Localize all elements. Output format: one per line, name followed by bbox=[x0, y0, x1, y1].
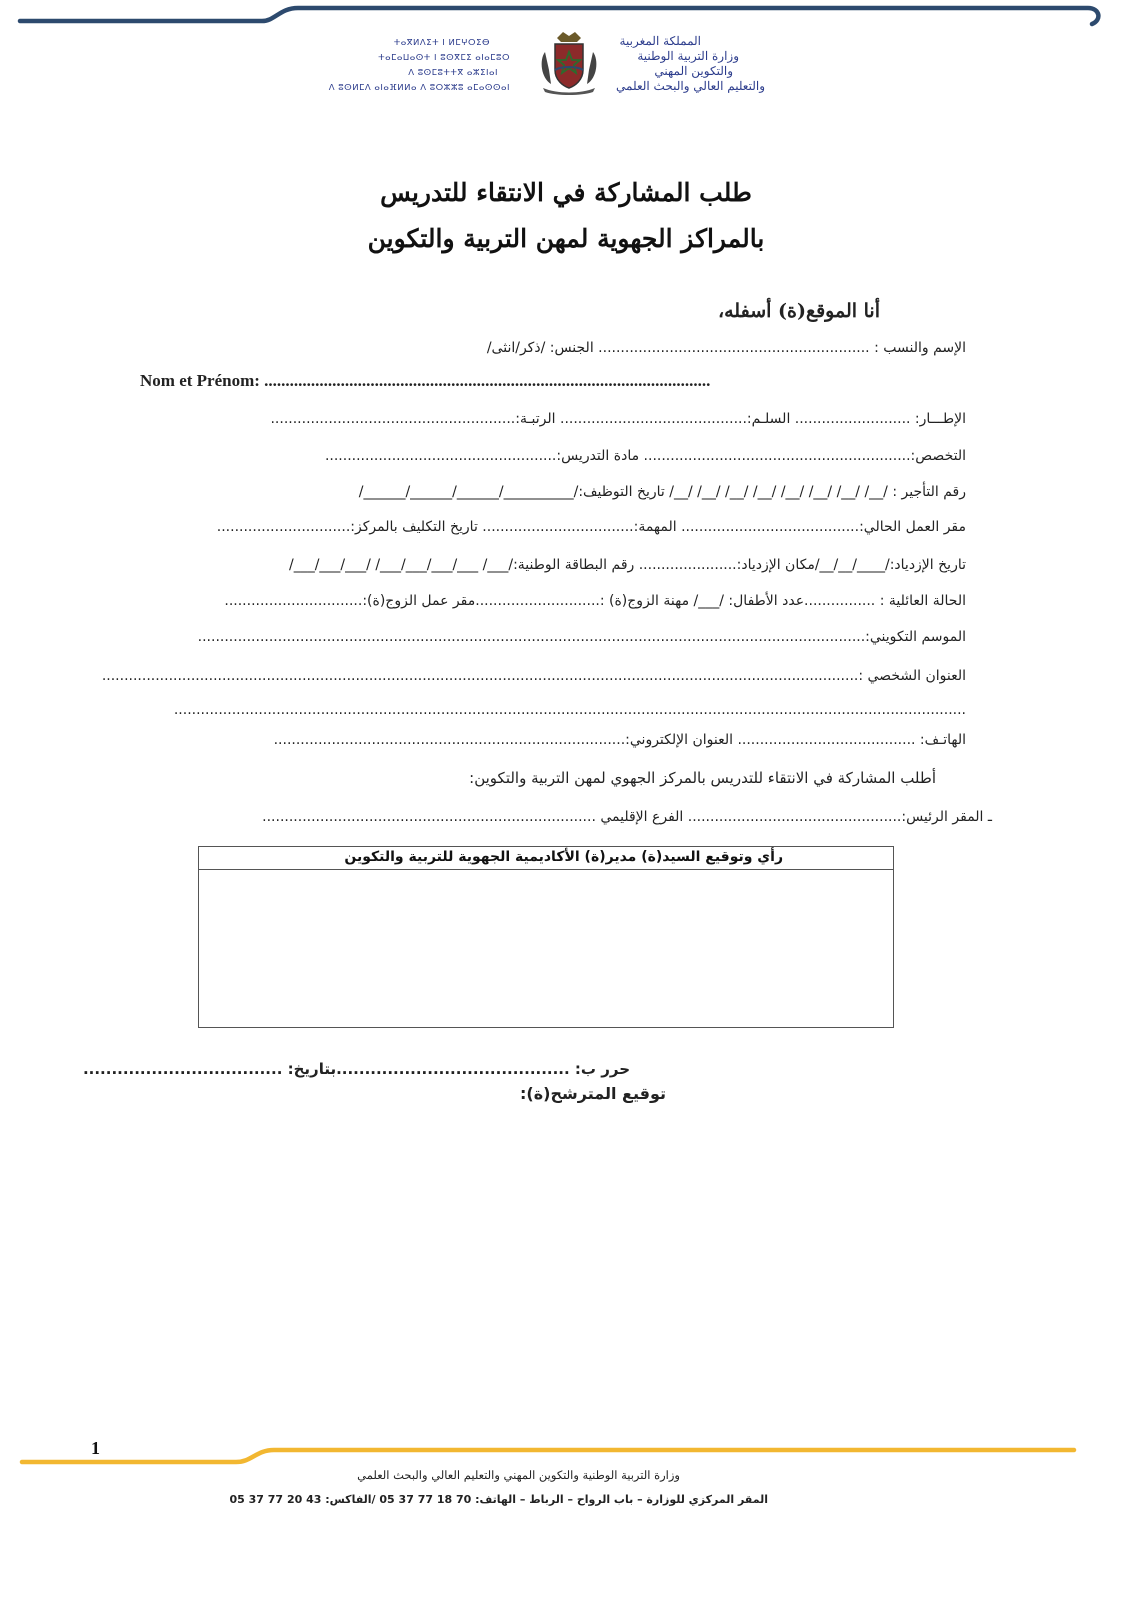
form-title-line-1: طلب المشاركة في الانتقاء للتدريس bbox=[380, 178, 752, 207]
nom-prenom-field[interactable]: Nom et Prénom: ......................................................................................................... bbox=[140, 371, 711, 390]
director-opinion-box-title: رأي وتوقيع السيد(ة) مدير(ة) الأكاديمية الجهوية للتربية والتكوين bbox=[344, 849, 783, 865]
header-tifinagh-block bbox=[300, 36, 510, 96]
phone-email-field[interactable]: الهاتـف: ........................................ العنوان الإلكتروني:............................................................................... bbox=[273, 732, 966, 748]
training-season-field[interactable]: الموسم التكويني:...................................................................................................................................................... bbox=[197, 629, 966, 645]
ministry-line: المملكة المغربية bbox=[619, 34, 701, 48]
header-swoosh-line bbox=[0, 0, 1132, 30]
director-opinion-box-header bbox=[199, 847, 893, 870]
personal-address-field-line-2[interactable]: .................................................................................................................................................................................. bbox=[173, 702, 966, 718]
director-opinion-box[interactable] bbox=[198, 846, 894, 1028]
full-name-gender-field[interactable]: الإسم والنسب : ............................................................. الجنس: /ذكر/انثى/ bbox=[486, 340, 966, 356]
center-branch-field[interactable]: ـ المقر الرئيس:................................................ الفرع الإقليمي ........................................................................... bbox=[262, 809, 992, 825]
form-title-line-2: بالمراكز الجهوية لمهن التربية والتكوين bbox=[367, 224, 765, 253]
page-number: 1 bbox=[91, 1438, 100, 1458]
cadre-echelle-grade-field[interactable]: الإطـــار: .......................... السلـم:.......................................... الرتبـة:....................................................... bbox=[270, 411, 966, 427]
personal-address-field[interactable]: العنوان الشخصي :.......................................................................................................................................................................... bbox=[101, 668, 966, 684]
header-arabic-block bbox=[585, 34, 765, 94]
tifinagh-line: ⴷ ⵓⵙⵎⵓⵜⵜⴳ ⴰⵣⵉⵏⴰⵏ bbox=[408, 68, 498, 78]
written-at-date-field[interactable]: حرر ب: .........................................بتاريخ: ................................... bbox=[82, 1060, 630, 1078]
tifinagh-line: ⵜⴰⵎⴰⵡⴰⵙⵜ ⵏ ⵓⵙⴳⵎⵉ ⴰⵏⴰⵎⵓⵔ bbox=[378, 53, 510, 63]
tifinagh-line: ⴷ ⵓⵙⵍⵎⴷ ⴰⵏⴰⴼⵍⵍⴰ ⴷ ⵓⵔⵣⵣⵓ ⴰⵎⴰⵙⵙⴰⵏ bbox=[328, 83, 510, 93]
ministry-line: والتعليم العالي والبحث العلمي bbox=[616, 79, 765, 93]
candidate-signature-label: توقيع المترشح(ة): bbox=[520, 1084, 666, 1103]
footer-ministry-name: وزارة التربية الوطنية والتكوين المهني والتعليم العالي والبحث العلمي bbox=[357, 1468, 680, 1482]
ministry-line: والتكوين المهني bbox=[654, 64, 733, 78]
birth-idcard-field[interactable]: تاريخ الإزدياد:/____/__/__/مكان الإزدياد:...................... رقم البطاقة الوطنية:/___/ ___/___/___/___/ /___/___/___/ bbox=[289, 557, 966, 573]
intro-text: أنا الموقع(ة) أسفله، bbox=[717, 300, 880, 322]
workplace-task-assignment-field[interactable]: مقر العمل الحالي:........................................ المهمة:.................................. تاريخ التكليف بالمركز:.............................. bbox=[216, 519, 966, 535]
footer-swoosh-line bbox=[0, 1440, 1132, 1470]
family-status-field[interactable]: الحالة العائلية : ................عدد الأطفال: /___/ مهنة الزوج(ة) :............................مقر عمل الزوج(ة):............................... bbox=[224, 593, 966, 609]
specialty-subject-field[interactable]: التخصص:............................................................ مادة التدريس:.................................................... bbox=[324, 448, 966, 464]
tifinagh-line: ⵜⴰⴳⵍⴷⵉⵜ ⵏ ⵍⵎⵖⵔⵉⴱ bbox=[393, 38, 490, 48]
payroll-hiring-date-field[interactable]: رقم التأجير : /__/ /__/ /__/ /__/ /__/ /__/ /__/ /__/ تاريخ التوظيف:/__________/______/______/______/ bbox=[358, 484, 966, 500]
footer-address-phone-fax: المقر المركزي للوزارة – باب الرواح – الرباط – الهاتف: 70 18 77 37 05 /الفاكس: 43 20 77 37 05 bbox=[229, 1493, 768, 1506]
application-statement: أطلب المشاركة في الانتقاء للتدريس بالمركز الجهوي لمهن التربية والتكوين: bbox=[469, 769, 936, 787]
ministry-line: وزارة التربية الوطنية bbox=[637, 49, 739, 63]
